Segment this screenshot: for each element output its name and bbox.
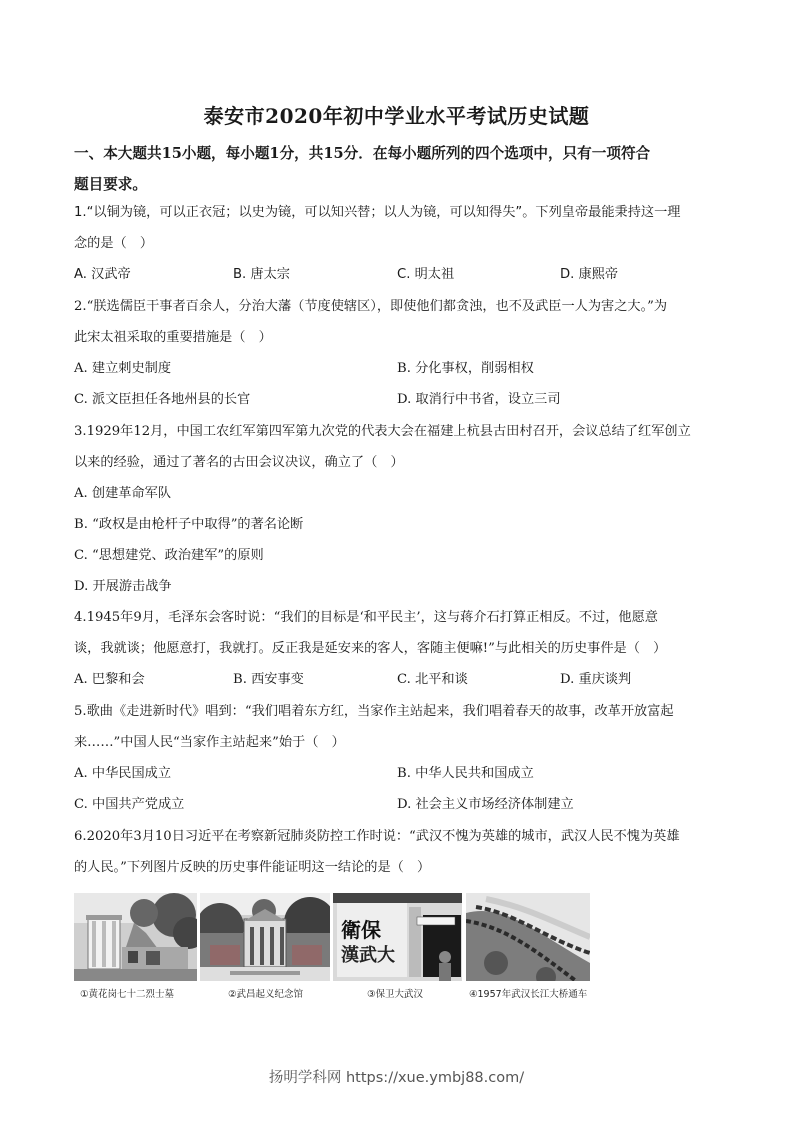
svg-text:衛保: 衛保 [341, 918, 381, 942]
option-c[interactable]: C. 北平和谈 [397, 672, 468, 687]
question-2-line-2: 此宋太祖采取的重要措施是（ ） [74, 330, 272, 345]
image-caption-4: ④1957年武汉长江大桥通车 [469, 989, 588, 1000]
image-caption-1: ①黄花岗七十二烈士墓 [80, 989, 175, 1000]
image-caption-3: ③保卫大武汉 [367, 989, 424, 1000]
question-5-line-2: 来……”中国人民“当家作主站起来”始于（ ） [74, 735, 345, 750]
question-2-line-1: 2.“朕选儒臣干事者百余人，分治大藩（节度使辖区），即使他们都贪浊，也不及武臣一人为害之大。”为 [74, 299, 668, 314]
option-c[interactable]: C. “思想建党、政治建军”的原则 [74, 548, 264, 563]
option-b[interactable]: B. 西安事变 [233, 672, 304, 687]
option-a[interactable]: A. 巴黎和会 [74, 672, 145, 687]
section-line-1: 一、本大题共15小题，每小题1分，共15分．在每小题所列的四个选项中，只有一项符合 [74, 145, 651, 162]
option-d[interactable]: D. 社会主义市场经济体制建立 [397, 797, 574, 812]
page-title: 泰安市2020年初中学业水平考试历史试题 [203, 104, 590, 128]
option-d[interactable]: D. 取消行中书省，设立三司 [397, 392, 561, 407]
option-a[interactable]: A. 汉武帝 [74, 267, 131, 282]
footer-watermark: 扬明学科网 https://xue.ymbj88.com/ [268, 1070, 525, 1086]
section-line-2: 题目要求。 [74, 176, 147, 193]
question-1-line-1: 1.“以铜为镜，可以正衣冠；以史为镜，可以知兴替；以人为镜，可以知得失”。下列皇帝最能秉持这一理 [74, 205, 681, 220]
option-b[interactable]: B. 唐太宗 [233, 267, 290, 282]
question-5-line-1: 5.歌曲《走进新时代》唱到：“我们唱着东方红，当家作主站起来，我们唱着春天的故事，改革开放富起 [74, 704, 674, 719]
question-6-line-1: 6.2020年3月10日习近平在考察新冠肺炎防控工作时说：“武汉不愧为英雄的城市，武汉人民不愧为英雄 [74, 829, 680, 844]
option-d[interactable]: D. 重庆谈判 [560, 672, 632, 687]
question-3-line-1: 3.1929年12月，中国工农红军第四军第九次党的代表大会在福建上杭县古田村召开，会议总结了红军创立 [74, 424, 691, 439]
question-4-line-2: 谈，我就谈；他愿意打，我就打。反正我是延安来的客人，客随主便嘛!”与此相关的历史事件是（ ） [74, 641, 667, 656]
question-1-line-2: 念的是（ ） [74, 236, 154, 251]
propaganda-wall-photo-icon[interactable] [333, 893, 462, 981]
memorial-photo-icon[interactable] [74, 893, 197, 981]
option-b[interactable]: B. 分化事权，削弱相权 [397, 361, 534, 376]
option-c[interactable]: C. 中国共产党成立 [74, 797, 185, 812]
image-caption-2: ②武昌起义纪念馆 [228, 989, 304, 1000]
svg-text:漢武大: 漢武大 [341, 945, 395, 966]
option-b[interactable]: B. 中华人民共和国成立 [397, 766, 534, 781]
bridge-traffic-photo-icon[interactable] [466, 893, 590, 981]
option-a[interactable]: A. 创建革命军队 [74, 486, 172, 501]
section-instructions [74, 138, 724, 200]
option-c[interactable]: C. 明太祖 [397, 267, 455, 282]
option-d[interactable]: D. 康熙帝 [560, 267, 619, 282]
museum-building-photo-icon[interactable] [200, 893, 330, 981]
option-d[interactable]: D. 开展游击战争 [74, 579, 172, 594]
question-6-line-2: 的人民。”下列图片反映的历史事件能证明这一结论的是（ ） [74, 860, 431, 875]
question-3-line-2: 以来的经验，通过了著名的古田会议决议，确立了（ ） [74, 455, 404, 470]
option-b[interactable]: B. “政权是由枪杆子中取得”的著名论断 [74, 517, 304, 532]
option-c[interactable]: C. 派文臣担任各地州县的长官 [74, 392, 251, 407]
option-a[interactable]: A. 中华民国成立 [74, 766, 172, 781]
option-a[interactable]: A. 建立刺史制度 [74, 361, 172, 376]
question-4-line-1: 4.1945年9月，毛泽东会客时说：“我们的目标是‘和平民主’，这与蒋介石打算正相反。不过，他愿意 [74, 610, 658, 625]
